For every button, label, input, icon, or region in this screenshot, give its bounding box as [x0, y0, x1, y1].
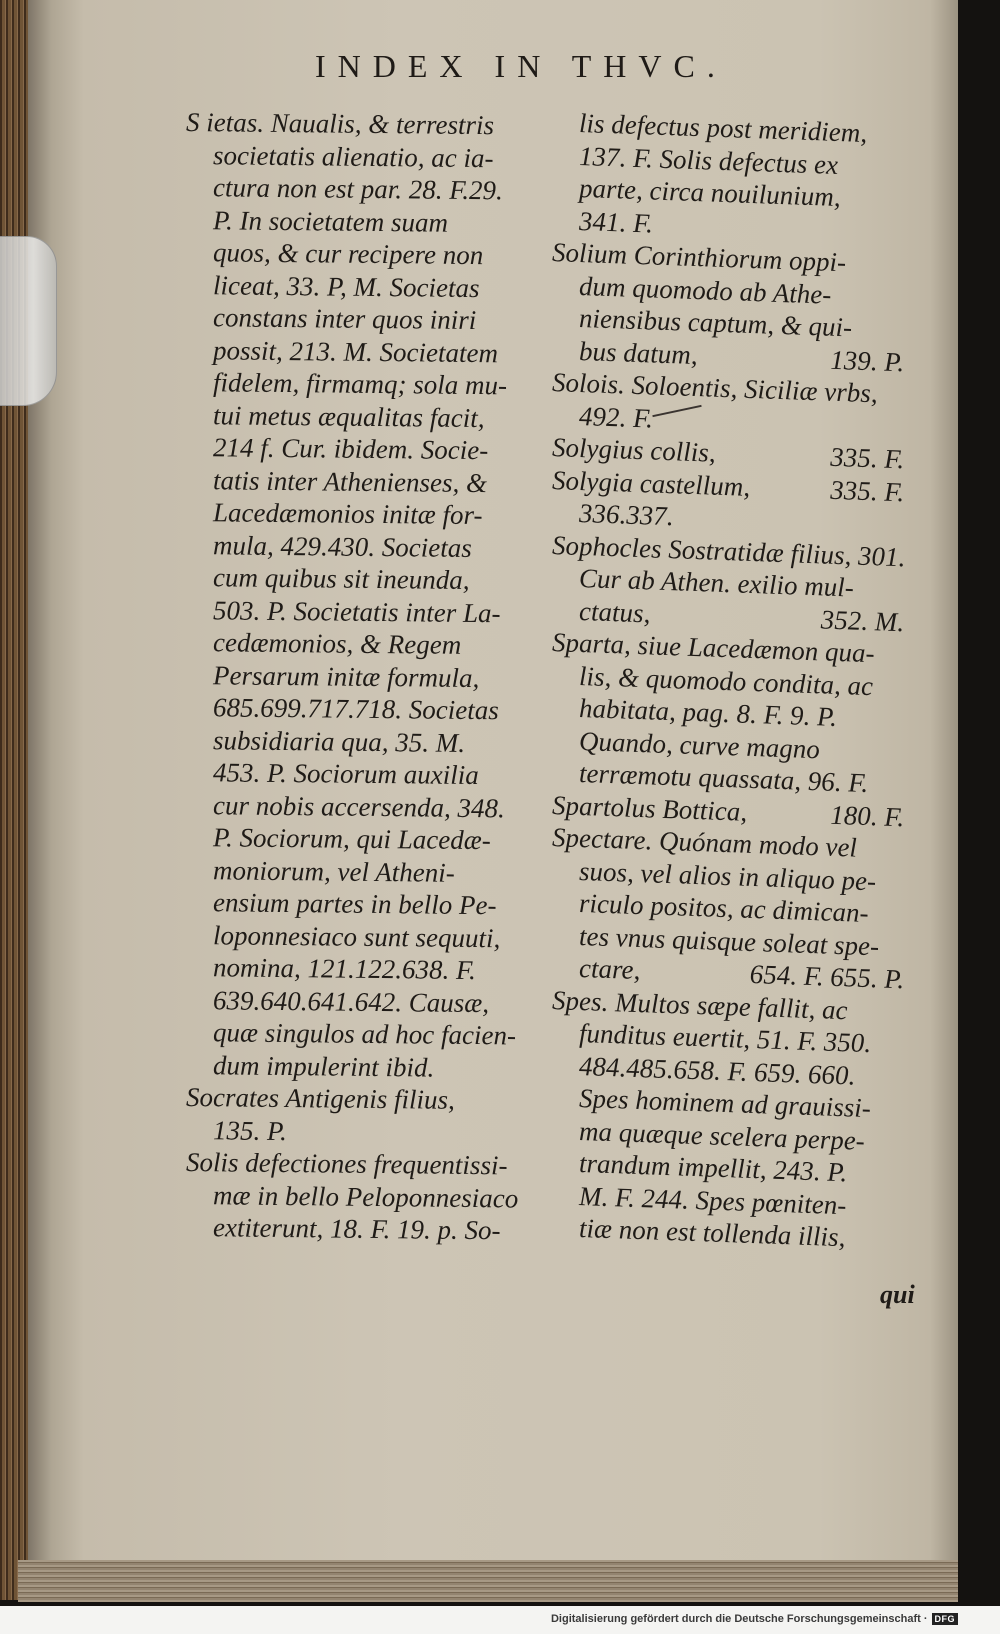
line-text: 341. F. [579, 205, 653, 239]
line-text: cedæmonios, & Regem [213, 627, 462, 660]
line-text: M. F. 244. Spes pœniten- [579, 1180, 847, 1220]
line-text: habitata, pag. 8. F. 9. P. [579, 692, 837, 732]
line-text: 137. F. Solis defectus ex [579, 140, 838, 180]
line-text: Spartolus Bottica, [552, 789, 747, 827]
page-reference: 352. M. [820, 603, 904, 637]
page-clip [0, 236, 57, 406]
line-text: lis defectus post meridiem, [579, 107, 867, 148]
index-entry [186, 1081, 550, 1150]
line-text: 484.485.658. F. 659. 660. [579, 1050, 856, 1091]
line-text: cur nobis accersenda, 348. [213, 789, 505, 823]
line-text: Sophocles Sostratidæ filius, 301. [552, 529, 906, 572]
line-text: dum impulerint ibid. [213, 1049, 435, 1083]
line-text: extiterunt, 18. F. 19. p. So- [213, 1212, 501, 1246]
line-text: Sparta, siue Lacedæmon qua- [552, 627, 875, 669]
line-text: ctare, [579, 952, 641, 986]
line-text: Lacedæmonios initæ for- [213, 497, 483, 531]
line-text: societatis alienatio, ac ia- [213, 139, 494, 173]
dfg-logo-icon: DFG [932, 1613, 959, 1625]
line-text: tiæ non est tollenda illis, [579, 1212, 846, 1253]
line-text: Spectare. Quónam modo vel [552, 822, 857, 863]
index-entry [552, 626, 904, 801]
line-text: dum quomodo ab Athe- [579, 270, 832, 310]
index-line [186, 496, 550, 532]
line-text: tes vnus quisque soleat spe- [579, 920, 879, 961]
index-line [186, 106, 550, 142]
line-text: tatis inter Athenienses, & [213, 464, 487, 498]
line-text: bus datum, [579, 335, 698, 370]
index-entry [552, 821, 904, 996]
index-line [186, 1211, 550, 1247]
line-text: P. In societatem suam [213, 204, 448, 238]
index-line [186, 691, 550, 727]
index-entry [552, 529, 904, 639]
line-text: ma quæque scelera perpe- [579, 1115, 865, 1156]
index-line [186, 1114, 550, 1150]
line-text: quæ singulos ad hoc facien- [213, 1017, 516, 1051]
index-line [186, 431, 550, 467]
index-line [186, 269, 550, 305]
index-line [186, 399, 550, 435]
index-line [186, 919, 550, 955]
catchword: qui [880, 1280, 915, 1309]
book-page-edges-bottom [18, 1560, 958, 1602]
index-line [186, 789, 550, 825]
line-text: 214 f. Cur. ibidem. Socie- [213, 432, 489, 466]
line-text: fidelem, firmamq; sola mu- [213, 367, 507, 401]
line-text: quos, & cur recipere non [213, 237, 484, 271]
line-text: mæ in bello Peloponnesiaco [213, 1179, 519, 1213]
page-reference: 335. F. [830, 441, 904, 475]
line-text: cum quibus sit ineunda, [213, 562, 470, 595]
line-text: 336.337. [579, 497, 674, 532]
index-entry [552, 106, 904, 248]
index-entry [552, 464, 904, 541]
index-line [186, 1016, 550, 1052]
line-text: ctatus, [579, 595, 651, 628]
line-text: 135. P. [213, 1114, 287, 1146]
index-line [186, 1146, 550, 1182]
index-line [186, 171, 550, 207]
line-text: moniorum, vel Atheni- [213, 854, 455, 888]
index-column-left [186, 106, 550, 1247]
line-text: trandum impellit, 243. P. [579, 1147, 848, 1188]
line-text: subsidiaria qua, 35. M. [213, 724, 466, 758]
line-text: 453. P. Sociorum auxilia [213, 757, 479, 791]
index-line [186, 1179, 550, 1215]
line-text: parte, circa nouilunium, [579, 172, 841, 213]
index-line [186, 886, 550, 922]
index-line [186, 756, 550, 792]
line-text: terræmotu quassata, 96. F. [579, 757, 869, 799]
line-text: funditus euertit, 51. F. 350. [579, 1017, 872, 1059]
footer-text: Digitalisierung gefördert durch die Deutsche Forschungsgemeinschaft · [550, 1613, 928, 1625]
index-entry [552, 984, 904, 1256]
running-title: INDEX IN THVC. [315, 48, 727, 84]
index-line [186, 821, 550, 857]
index-line [186, 724, 550, 760]
line-text: Solygius collis, [552, 432, 716, 468]
index-entry [186, 106, 550, 1085]
line-text: nomina, 121.122.638. F. [213, 952, 476, 986]
page-reference: 139. P. [830, 344, 904, 377]
line-text: tui metus æqualitas facit, [213, 399, 485, 433]
index-line [186, 334, 550, 370]
line-text: ctura non est par. 28. F.29. [213, 172, 503, 206]
index-line [186, 236, 550, 272]
line-text: Solygia castellum, [552, 464, 750, 502]
index-line [186, 529, 550, 565]
page-reference: 654. F. 655. P. [749, 958, 904, 995]
index-line [186, 1049, 550, 1085]
line-text: Spes. Multos sæpe fallit, ac [552, 984, 848, 1025]
index-line [186, 464, 550, 500]
digitization-footer [551, 1613, 958, 1625]
line-text: suos, vel alios in aliquo pe- [579, 855, 876, 896]
line-text: 685.699.717.718. Societas [213, 692, 499, 726]
index-line [186, 854, 550, 890]
index-line [186, 1081, 550, 1117]
index-line [186, 659, 550, 695]
line-text: 492. F. [579, 400, 653, 434]
line-text: Solium Corinthiorum oppi- [552, 237, 847, 278]
page-reference: 180. F. [830, 799, 904, 832]
line-text: possit, 213. M. Societatem [213, 334, 498, 368]
line-text: ensium partes in bello Pe- [213, 887, 497, 921]
line-text: liceat, 33. P, M. Societas [213, 269, 480, 303]
line-text: Socrates Antigenis filius, [186, 1082, 455, 1115]
line-text: Solois. Soloentis, Siciliæ vrbs, [552, 367, 878, 409]
line-text: lis, & quomodo condita, ac [579, 660, 873, 701]
index-line [186, 139, 550, 175]
line-text: Solis defectiones frequentissi- [186, 1147, 508, 1181]
page-reference: 335. F. [830, 474, 904, 507]
index-line [186, 984, 550, 1020]
line-text: Quando, curve magno [579, 725, 820, 764]
line-text: niensibus captum, & qui- [579, 302, 852, 343]
line-text: Spes hominem ad grauissi- [579, 1082, 871, 1124]
line-text: constans inter quos iniri [213, 302, 477, 336]
line-text: 503. P. Societatis inter La- [213, 594, 501, 628]
index-line [186, 594, 550, 630]
index-line [186, 204, 550, 240]
line-text: S ietas. Naualis, & terrestris [186, 107, 495, 141]
line-text: riculo positos, ac dimican- [579, 887, 869, 929]
index-line [186, 626, 550, 662]
index-entry [186, 1146, 550, 1247]
index-line [186, 951, 550, 987]
line-text: mula, 429.430. Societas [213, 529, 472, 563]
index-line [186, 366, 550, 402]
line-text: Persarum initæ formula, [213, 659, 480, 693]
index-line [186, 301, 550, 337]
line-text: loponnesiaco sunt sequuti, [213, 919, 501, 953]
line-text: 639.640.641.642. Causæ, [213, 984, 490, 1018]
index-column-right [552, 106, 904, 1256]
line-text: Cur ab Athen. exilio mul- [579, 562, 854, 603]
line-text: P. Sociorum, qui Lacedæ- [213, 822, 491, 856]
index-line [186, 561, 550, 597]
index-entry [552, 366, 904, 443]
index-entry [552, 236, 904, 378]
